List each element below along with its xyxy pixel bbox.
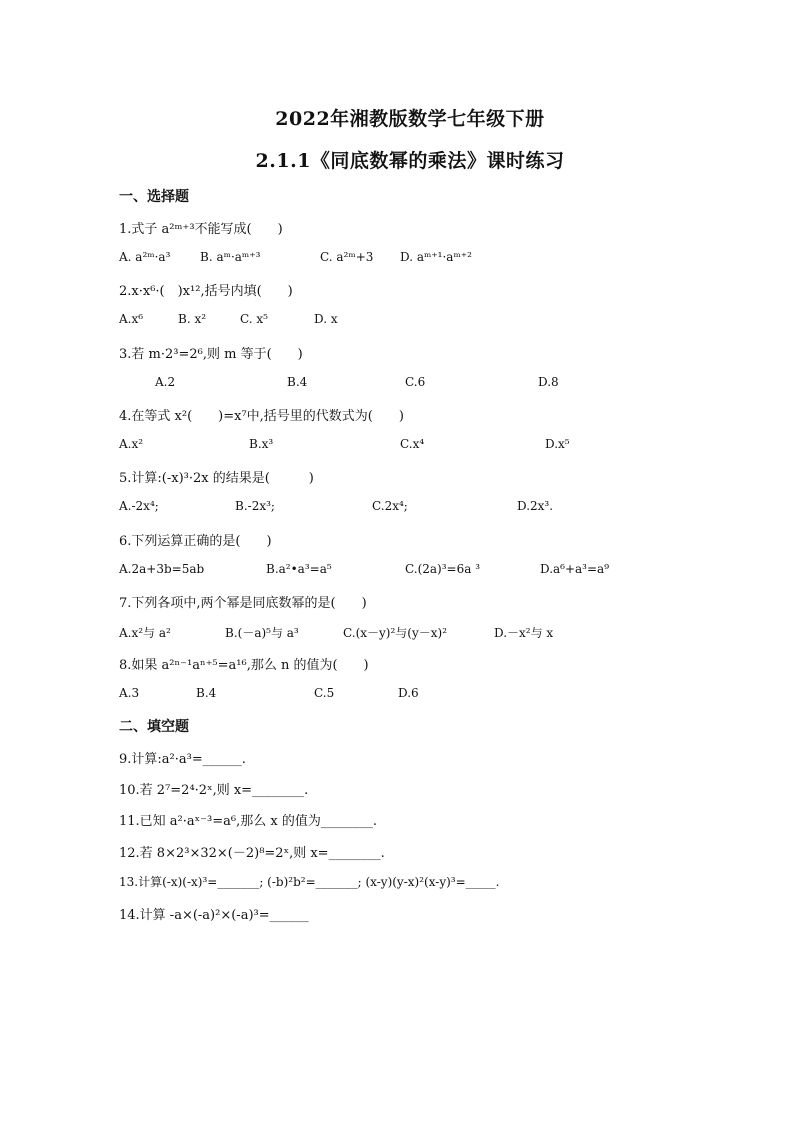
question-6-options <box>0 562 794 582</box>
option-d: D.x⁵ <box>545 437 570 451</box>
fill-question-11: 11.已知 a²·aˣ⁻³=a⁶,那么 x 的值为________. <box>119 814 377 829</box>
option-c: C. x⁵ <box>240 312 268 326</box>
option-a: A.2a+3b=5ab <box>119 562 205 576</box>
option-d: D.a⁶+a³=a⁹ <box>540 562 610 576</box>
option-a: A.x⁶ <box>119 312 144 326</box>
option-a: A.-2x⁴; <box>119 499 159 513</box>
option-d: D. x <box>314 312 338 326</box>
question-3-stem: 3.若 m·2³=2⁶,则 m 等于( ) <box>119 347 303 362</box>
fill-question-13: 13.计算(-x)(-x)³=_______; (-b)²b²=_______; (x-y)(y-x)²(x-y)³=_____. <box>119 875 500 889</box>
option-b: B. aᵐ·aᵐ⁺³ <box>200 250 261 264</box>
worksheet-subtitle: 2.1.1《同底数幂的乘法》课时练习 <box>255 150 565 172</box>
option-c: C.(2a)³=6a ³ <box>405 562 480 576</box>
option-b: B.x³ <box>249 437 274 451</box>
option-c: C.6 <box>405 375 426 389</box>
question-5-options <box>0 499 794 519</box>
question-4-stem: 4.在等式 x²( )=x⁷中,括号里的代数式为( ) <box>119 409 404 424</box>
option-a: A.x² <box>119 437 144 451</box>
option-b: B.4 <box>196 686 217 700</box>
option-c: C.(x－y)²与(y－x)² <box>343 626 448 640</box>
option-a: A.2 <box>155 375 176 389</box>
question-6-stem: 6.下列运算正确的是( ) <box>119 534 272 549</box>
section-choice-heading: 一、选择题 <box>119 189 189 205</box>
question-1-stem: 1.式子 a²ᵐ⁺³不能写成( ) <box>119 222 283 237</box>
option-b: B. x² <box>178 312 207 326</box>
question-7-options <box>0 624 794 644</box>
option-a: A.x²与 a² <box>119 626 171 640</box>
fill-question-10: 10.若 2⁷=2⁴·2ˣ,则 x=________. <box>119 783 309 798</box>
option-a: A.3 <box>119 686 140 700</box>
option-b: B.4 <box>287 375 308 389</box>
question-7-stem: 7.下列各项中,两个幂是同底数幂的是( ) <box>119 596 367 611</box>
section-fill-heading: 二、填空题 <box>119 719 189 735</box>
fill-question-14: 14.计算 -a×(-a)²×(-a)³=______ <box>119 908 309 923</box>
option-d: D. aᵐ⁺¹·aᵐ⁺² <box>400 250 472 264</box>
worksheet-title: 2022年湘教版数学七年级下册 <box>275 108 545 130</box>
option-c: C. a²ᵐ+3 <box>320 250 374 264</box>
option-c: C.5 <box>314 686 335 700</box>
question-3-options <box>0 375 794 395</box>
question-2-stem: 2.x·x⁶·( )x¹²,括号内填( ) <box>119 284 293 299</box>
option-b: B.-2x³; <box>235 499 275 513</box>
question-5-stem: 5.计算:(-x)³·2x 的结果是( ) <box>119 471 314 486</box>
question-2-options <box>0 312 794 332</box>
question-8-stem: 8.如果 a²ⁿ⁻¹aⁿ⁺⁵=a¹⁶,那么 n 的值为( ) <box>119 658 369 673</box>
question-1-options <box>0 250 794 270</box>
option-b: B.a²•a³=a⁵ <box>266 562 332 576</box>
option-a: A. a²ᵐ·a³ <box>119 250 171 264</box>
option-d: D.8 <box>538 375 559 389</box>
fill-question-9: 9.计算:a²·a³=______. <box>119 752 246 767</box>
option-c: C.2x⁴; <box>372 499 408 513</box>
fill-question-12: 12.若 8×2³×32×(－2)⁸=2ˣ,则 x=________. <box>119 846 385 861</box>
option-c: C.x⁴ <box>400 437 425 451</box>
question-4-options <box>0 437 794 457</box>
option-d: D.2x³. <box>517 499 554 513</box>
option-d: D.6 <box>398 686 419 700</box>
option-d: D.－x²与 x <box>494 626 554 640</box>
option-b: B.(－a)⁵与 a³ <box>225 626 299 640</box>
question-8-options <box>0 686 794 706</box>
